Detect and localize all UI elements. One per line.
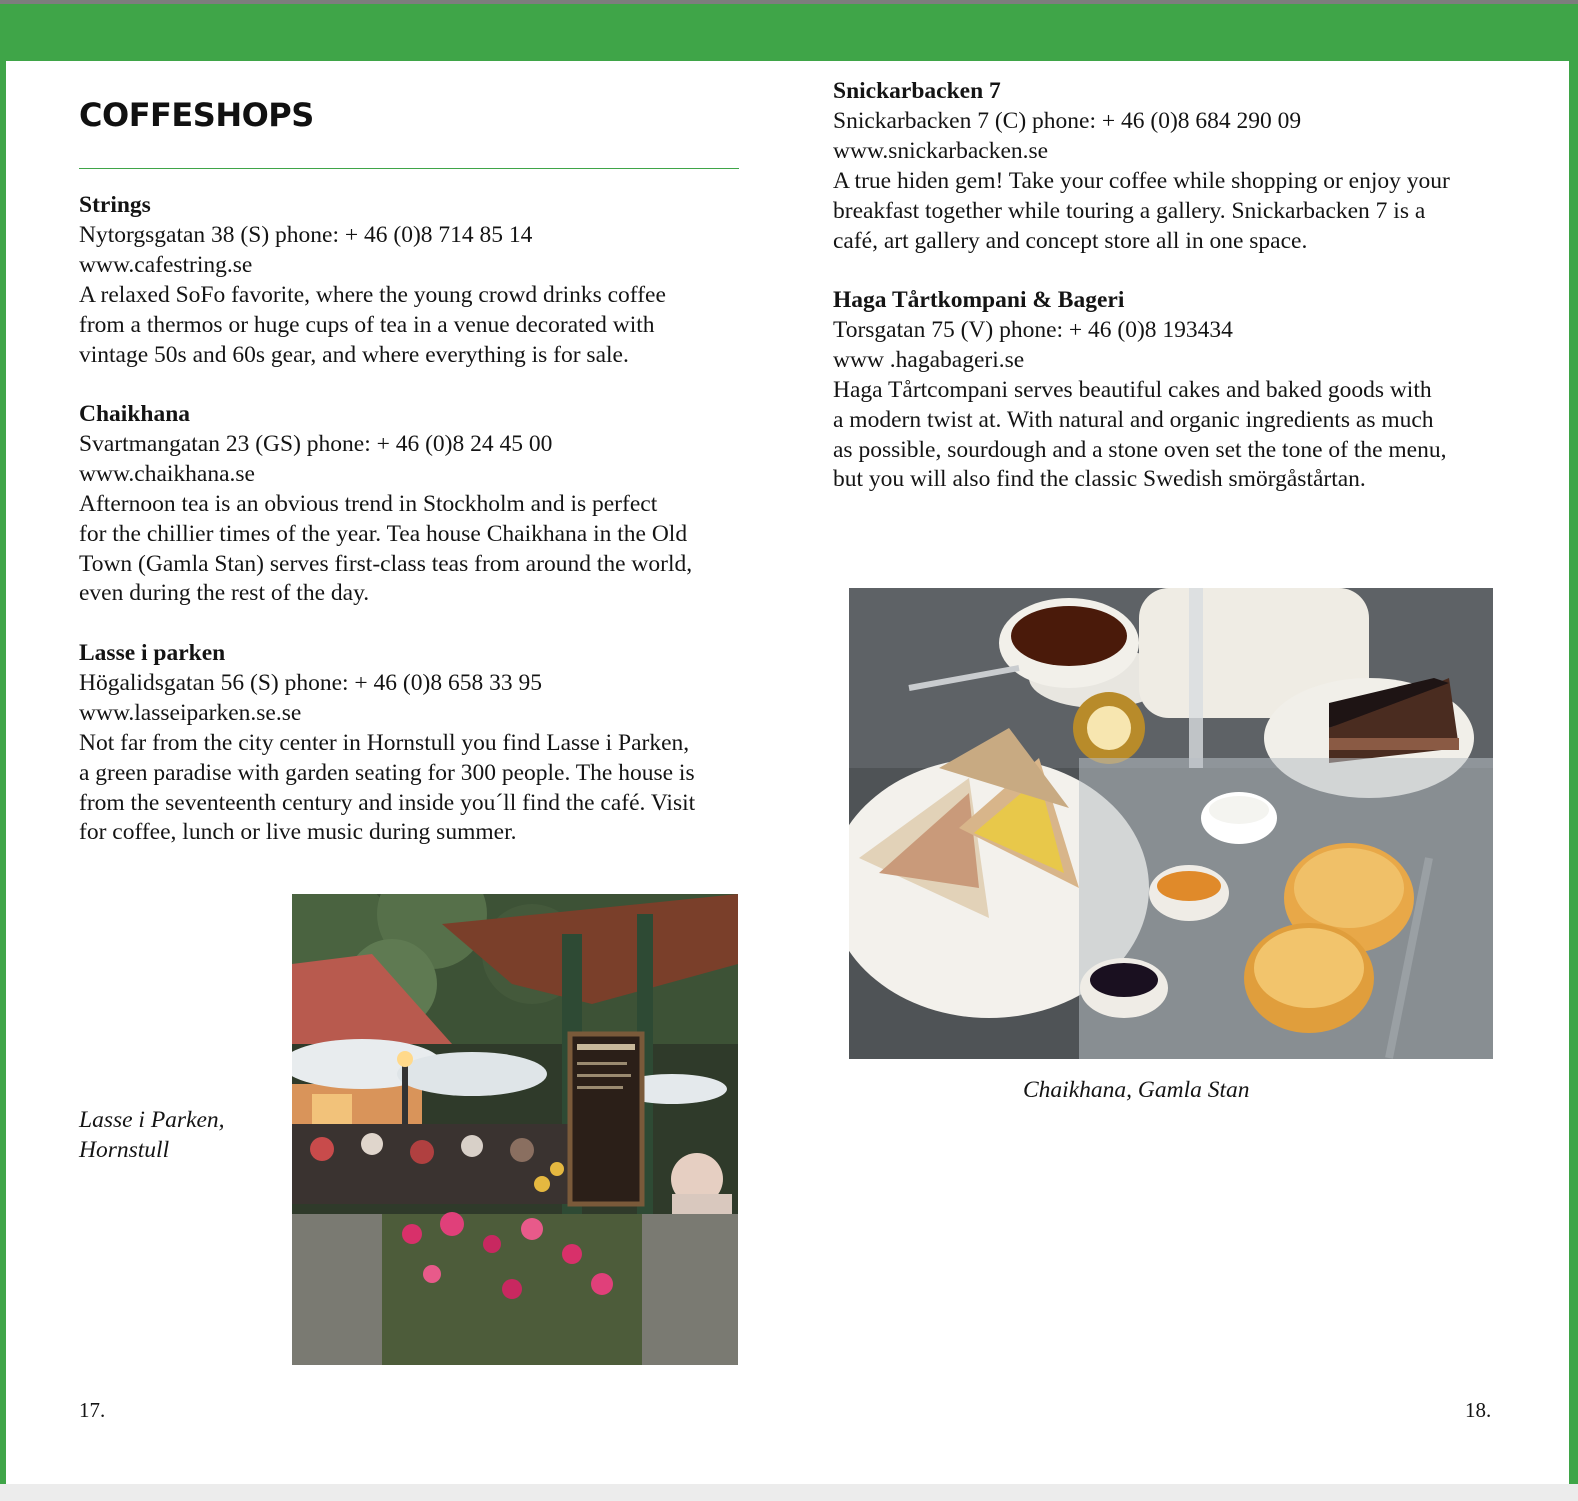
caption-chaikhana: Chaikhana, Gamla Stan [1023, 1077, 1250, 1103]
entry-snickarbacken [833, 77, 1450, 256]
entry-website: www.cafestring.se [79, 251, 253, 278]
caption-line: Lasse i Parken, [79, 1107, 225, 1133]
green-header-bar [0, 4, 1578, 61]
entry-description-line: café, art gallery and concept store all in one space. [833, 227, 1308, 254]
photo-lasse-i-parken [292, 894, 738, 1365]
entry-address: Svartmangatan 23 (GS) phone: + 46 (0)8 24 45 00 [79, 430, 553, 457]
page-number-left: 17. [79, 1398, 106, 1422]
page-number-right: 18. [1465, 1398, 1492, 1422]
bottom-strip [0, 1484, 1578, 1501]
entry-description-line: as possible, sourdough and a stone oven set the tone of the menu, [833, 436, 1447, 463]
entry-name: Strings [79, 192, 151, 218]
entry-description-line: even during the rest of the day. [79, 580, 370, 607]
entry-description-line: A true hiden gem! Take your coffee while shopping or enjoy your [833, 167, 1450, 194]
title-divider [79, 168, 739, 169]
entry-description-line: Not far from the city center in Hornstull you find Lasse i Parken, [79, 729, 690, 756]
entry-description-line: from the seventeenth century and inside you´ll find the café. Visit [79, 789, 696, 816]
entry-strings [79, 191, 666, 370]
entry-description-line: vintage 50s and 60s gear, and where everything is for sale. [79, 341, 629, 368]
entry-address: Snickarbacken 7 (C) phone: + 46 (0)8 684 290 09 [833, 107, 1302, 134]
entry-name: Snickarbacken 7 [833, 78, 1001, 104]
entry-name: Lasse i parken [79, 640, 226, 666]
entry-chaikhana [79, 400, 692, 609]
photo-chaikhana [849, 588, 1493, 1059]
caption-lasse-i-parken [79, 1105, 225, 1165]
entry-description-line: Haga Tårtcompani serves beautiful cakes and baked goods with [833, 376, 1432, 403]
entry-description-line: for the chillier times of the year. Tea house Chaikhana in the Old [79, 520, 688, 547]
entry-haga-tartkompani [833, 286, 1447, 495]
caption-line: Hornstull [79, 1137, 170, 1163]
green-right-border [1569, 4, 1578, 1484]
entry-name: Chaikhana [79, 401, 191, 427]
entry-description-line: A relaxed SoFo favorite, where the young crowd drinks coffee [79, 281, 666, 308]
page-title: COFFESHOPS [79, 96, 314, 134]
entry-website: www.lasseiparken.se.se [79, 699, 302, 726]
entry-website: www.chaikhana.se [79, 460, 255, 487]
entry-name: Haga Tårtkompani & Bageri [833, 287, 1125, 313]
entry-website: www .hagabageri.se [833, 346, 1025, 373]
entry-address: Högalidsgatan 56 (S) phone: + 46 (0)8 658 33 95 [79, 669, 542, 696]
entry-description-line: from a thermos or huge cups of tea in a venue decorated with [79, 311, 655, 338]
entry-description-line: for coffee, lunch or live music during summer. [79, 819, 517, 846]
entry-description-line: a modern twist at. With natural and organic ingredients as much [833, 406, 1434, 433]
entry-address: Torsgatan 75 (V) phone: + 46 (0)8 193434 [833, 316, 1233, 343]
entry-description-line: but you will also find the classic Swedish smörgåstårtan. [833, 466, 1366, 493]
entry-address: Nytorgsgatan 38 (S) phone: + 46 (0)8 714 85 14 [79, 221, 533, 248]
entry-description-line: Town (Gamla Stan) serves first-class teas from around the world, [79, 550, 693, 577]
entry-description-line: Afternoon tea is an obvious trend in Stockholm and is perfect [79, 490, 658, 517]
entry-description-line: breakfast together while touring a gallery. Snickarbacken 7 is a [833, 197, 1426, 224]
entry-lasse-i-parken [79, 639, 695, 848]
entry-description-line: a green paradise with garden seating for 300 people. The house is [79, 759, 695, 786]
entry-website: www.snickarbacken.se [833, 137, 1049, 164]
